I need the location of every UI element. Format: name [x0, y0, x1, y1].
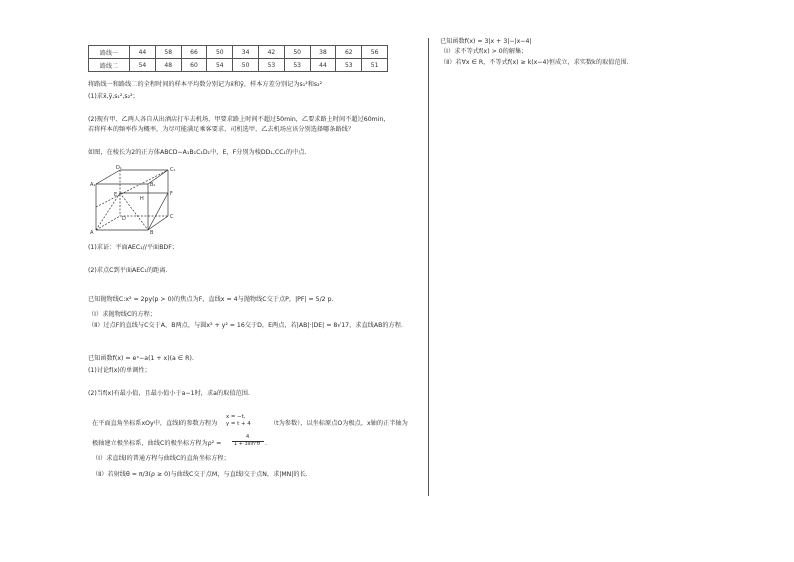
row-header: 路线二: [89, 59, 130, 72]
question-text: 将路线一和路线二的全程时间的样本平均数分别记为x̄和ȳ，样本方差分别记为s₁²和s₂²: [88, 81, 323, 88]
question-text: (1)讨论f(x)的单调性；: [88, 367, 151, 374]
question-text: .: [265, 440, 267, 447]
label-E: E: [114, 192, 118, 198]
question-text: 已知函数f(x) = 3|x + 3|−|x−4|: [440, 38, 532, 45]
travel-time-table: [88, 45, 388, 72]
table-cell: 53: [336, 59, 362, 72]
question-text: (2)当f(x)有最小值，且最小值小于a−1时，求a的取值范围.: [88, 390, 250, 397]
label-B1: B₁: [150, 182, 156, 188]
question-text: （Ⅱ）若射线θ = π/3(ρ ≥ 0)与曲线C交于点M，与直线l交于点N，求|MN|的长.: [92, 471, 308, 478]
table-cell: 66: [181, 46, 207, 59]
question-text: （Ⅰ）求不等式f(x) > 0的解集；: [440, 48, 528, 55]
table-cell: 54: [130, 59, 156, 72]
table-cell: 53: [258, 59, 284, 72]
table-cell: 38: [310, 46, 336, 59]
question-text: （t为参数），以坐标原点O为极点，x轴的正半轴为: [270, 420, 408, 427]
cube-figure: [90, 164, 186, 236]
table-cell: 53: [284, 59, 310, 72]
table-cell: 58: [155, 46, 181, 59]
label-F: F: [170, 191, 173, 197]
table-cell: 60: [181, 59, 207, 72]
row-header: 路线一: [89, 46, 130, 59]
label-H: H: [140, 196, 144, 202]
label-D: D: [122, 216, 126, 222]
question-text: (1)求x̄,ȳ,s₁²,s₂²；: [88, 93, 139, 100]
equation-line: y = t + 4: [226, 421, 251, 427]
table-cell: 48: [155, 59, 181, 72]
question-text: (2)现有甲、乙两人各自从出酒店打车去机场，甲要求路上时间不超过50min，乙要求路上时间不超过60min，: [88, 116, 390, 123]
question-text: 极轴建立极坐标系，曲线C的极坐标方程为ρ² =: [92, 440, 222, 447]
label-A1: A₁: [90, 182, 96, 188]
label-A: A: [90, 230, 94, 236]
question-text: （Ⅰ）求抛物线C的方程；: [88, 311, 157, 318]
question-text: 如图，在棱长为2的正方体ABCD−A₁B₁C₁D₁中，E，F分别为棱DD₁,CC₁的中点.: [88, 149, 307, 156]
label-C1: C₁: [170, 167, 176, 173]
table-cell: 56: [362, 46, 388, 59]
label-D1: D₁: [116, 165, 122, 171]
question-text: （Ⅰ）求直线l的普通方程与曲线C的直角坐标方程；: [92, 455, 230, 462]
table-cell: 44: [310, 59, 336, 72]
column-divider: [428, 38, 429, 496]
table-cell: 51: [362, 59, 388, 72]
question-text: 已知抛物线C:x² = 2py(p > 0)的焦点为F，直线x = 4与抛物线C交于点P，|PF| = 5/2 p.: [88, 296, 334, 303]
table-cell: 50: [207, 46, 233, 59]
equation-line: x = −t,: [226, 414, 246, 420]
question-text: 已知函数f(x) = eˣ−a(1 + x)(a ∈ R).: [88, 355, 194, 362]
question-text: 在平面直角坐标系xOy中，直线l的参数方程为: [92, 420, 218, 427]
table-cell: 54: [207, 59, 233, 72]
table-cell: 50: [233, 59, 259, 72]
table-cell: 62: [336, 46, 362, 59]
label-B: B: [150, 230, 154, 236]
question-text: (2)求点C到平面AEC₁的距离.: [88, 267, 168, 274]
question-text: （Ⅱ）过点F的直线与C交于A，B两点，与圆x² + y² = 16交于D，E两点，若|AB|·|DE| = 8√17，求直线AB的方程.: [88, 322, 403, 329]
question-text: 若将样本的频率作为概率，为尽可能满足乘客要求，司机选甲、乙去机场应该分别选择哪条路线？: [88, 126, 355, 133]
fraction-denominator: 1 + 3sin²θ: [234, 441, 260, 447]
table-cell: 44: [130, 46, 156, 59]
fraction-numerator: 4: [246, 434, 250, 440]
label-C: C: [170, 214, 174, 220]
table-cell: 34: [233, 46, 259, 59]
question-text: (1)求证：平面AEC₁//平面BDF；: [88, 244, 178, 251]
table-row: [89, 46, 388, 59]
table-row: [89, 59, 388, 72]
question-text: （Ⅱ）若∀x ∈ R，不等式f(x) ≥ k(x−4)恒成立，求实数k的取值范围.: [440, 59, 629, 66]
table-cell: 42: [258, 46, 284, 59]
table-cell: 50: [284, 46, 310, 59]
